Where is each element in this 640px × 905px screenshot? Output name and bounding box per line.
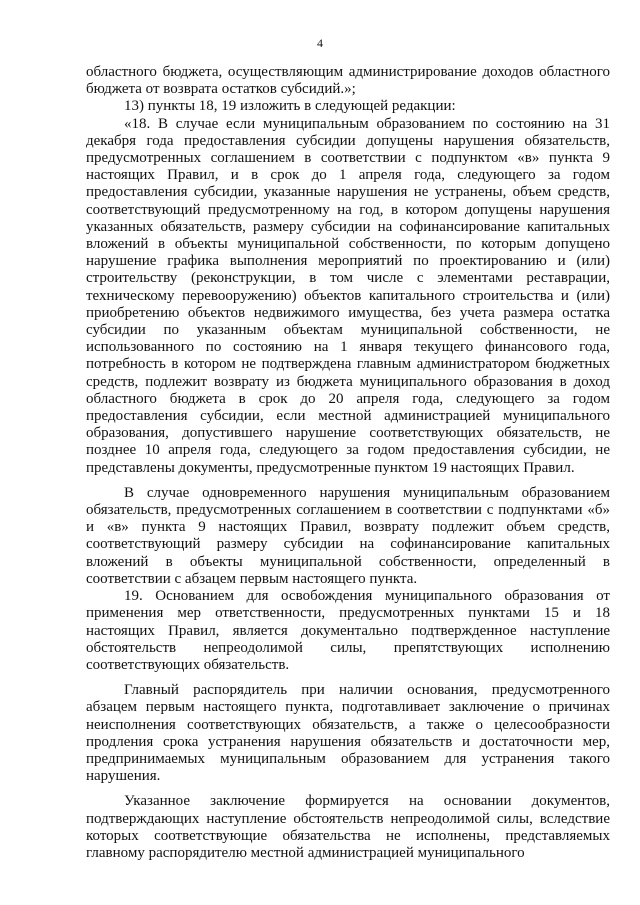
paragraph-continuation: областного бюджета, осуществляющим администрирование доходов областного бюджета от возврата остатков субсидий.»; (86, 64, 610, 98)
paragraph-conclusion: Указанное заключение формируется на основании документов, подтверждающих наступление обстоятельств непреодолимой силы, вследствие которых соответствующие обязательства не исполнены, представляемых главному распорядителю местной администрацией муниципального (86, 793, 610, 861)
paragraph-main-distributor: Главный распорядитель при наличии основания, предусмотренного абзацем первым настоящего пункта, подготавливает заключение о причинах неисполнения соответствующих обязательств, а также о целесообразности продления срока устранения нарушения обязательств и достаточности мер, предпринимаемых муниципальным образованием для устранения такого нарушения. (86, 682, 610, 785)
paragraph-point-18-part-2: В случае одновременного нарушения муниципальным образованием обязательств, предусмотренных соглашением в соответствии с подпунктами «б» и «в» пункта 9 настоящих Правил, возврату подлежит объем средств, соответствующий размеру субсидии на софинансирование капитальных вложений в объекты муниципальной собственности, определенный в соответствии с абзацем первым настоящего пункта. (86, 484, 610, 587)
paragraph-item-13: 13) пункты 18, 19 изложить в следующей редакции: (124, 98, 456, 115)
paragraph-point-19: 19. Основанием для освобождения муниципального образования от применения мер ответственности, предусмотренных пунктами 15 и 18 настоящих Правил, является документально подтвержденное наступление обстоятельств непреодолимой силы, препятствующих исполнению соответствующих обязательств. (86, 588, 610, 673)
document-body (86, 64, 610, 862)
page-number: 4 (317, 36, 323, 50)
paragraph-point-18: «18. В случае если муниципальным образованием по состоянию на 31 декабря года предоставления субсидии допущены нарушения обязательств, предусмотренных соглашением в соответствии с подпунктом «в» пункта 9 настоящих Правил, и в срок до 1 апреля года, следующего за годом предоставления субсидии, указанные нарушения не устранены, объем средств, соответствующий предусмотренному на год, в котором допущены нарушения указанных обязательств, размеру субсидии на софинансирование капитальных вложений в объекты муниципальной собственности, по которым допущено нарушение графика выполнения мероприятий по проектированию и (или) строительству (реконструкции, в том числе с элементами реставрации, техническому перевооружению) объектов капитального строительства и (или) приобретению объектов недвижимого имущества, без учета размера остатка субсидии по указанным объектам муниципальной собственности, не использованного по состоянию на 1 января текущего финансового года, потребность в котором не подтверждена главным администратором бюджетных средств, подлежит возврату из бюджета муниципального образования в доход областного бюджета в срок до 20 апреля года, следующего за годом предоставления субсидии, если местной администрацией муниципального образования, допустившего нарушение соответствующих обязательств, не позднее 10 апреля года, следующего за годом предоставления субсидии, не представлены документы, предусмотренные пунктом 19 настоящих Правил. (86, 115, 610, 476)
